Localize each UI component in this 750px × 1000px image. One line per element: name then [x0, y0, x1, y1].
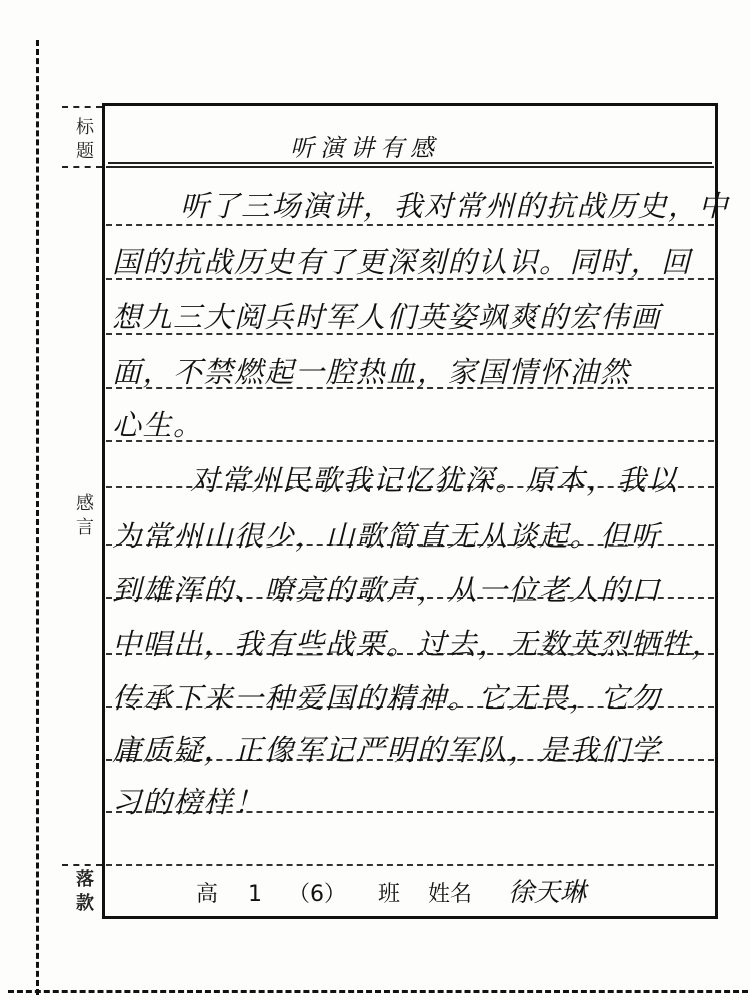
cut-line-horizontal [8, 990, 748, 993]
writing-rule [106, 864, 714, 866]
footer-name-label: 姓名 [428, 882, 473, 907]
student-signature: 徐天琳 [508, 878, 587, 908]
body-line: 庸质疑，正像军记严明的军队，是我们学 [112, 733, 662, 767]
title-rule [108, 162, 712, 164]
title-section-label-chars: 标题 [76, 117, 94, 162]
essay-title: 听演讲有感 [290, 134, 440, 162]
body-line: 想九三大阅兵时军人们英姿飒爽的宏伟画 [112, 300, 662, 334]
body-line: 习的榜样！ [112, 785, 265, 819]
footer-class-word: 班 [378, 882, 401, 907]
cut-line-vertical [36, 40, 39, 995]
label-separator [62, 864, 102, 866]
body-line: 面，不禁燃起一腔热血，家国情怀油然 [112, 355, 631, 389]
body-line: 听了三场演讲，我对常州的抗战历史，中 [180, 189, 730, 223]
body-line: 国的抗战历史有了更深刻的认识。同时，回 [112, 245, 692, 279]
footer-grade-number: 1 [248, 882, 262, 907]
footer-grade: 高 [196, 882, 219, 907]
title-rule [106, 166, 714, 168]
body-section-label-chars: 感言 [76, 493, 94, 538]
body-line: 对常州民歌我记忆犹深。原本，我以 [190, 463, 679, 497]
label-separator [62, 166, 102, 168]
sign-section-label-chars: 落款 [76, 869, 94, 914]
body-line: 中唱出，我有些战栗。过去，无数英烈牺牲， [112, 627, 723, 661]
body-line: 传承下来一种爱国的精神。它无畏，它勿 [112, 681, 662, 715]
footer-class-number: （6） [288, 882, 346, 907]
label-separator [62, 106, 102, 108]
body-line: 到雄浑的、嘹亮的歌声，从一位老人的口 [112, 573, 662, 607]
body-line: 为常州山很少，山歌简直无从谈起。但听 [112, 519, 662, 553]
body-line: 心生。 [112, 408, 204, 442]
